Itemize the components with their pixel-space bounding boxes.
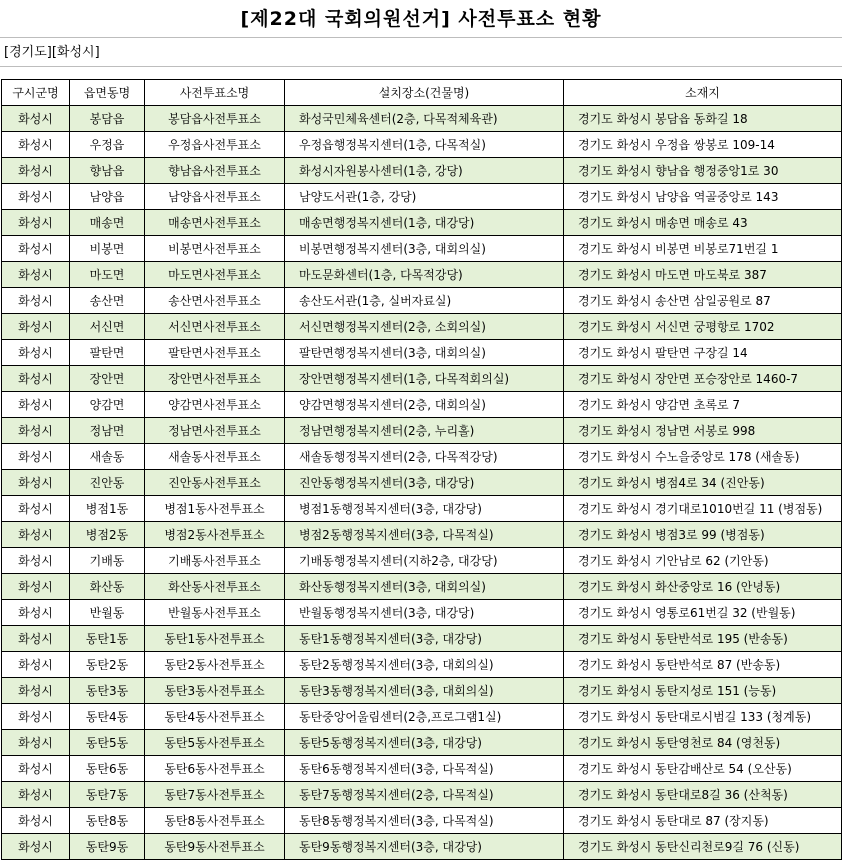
cell-address: 경기도 화성시 매송면 매송로 43 <box>564 210 842 236</box>
cell-address: 경기도 화성시 장안면 포승장안로 1460-7 <box>564 366 842 392</box>
table-row <box>2 340 842 366</box>
cell-station-name: 동탄9동사전투표소 <box>145 834 285 860</box>
cell-town: 동탄9동 <box>70 834 145 860</box>
cell-station-name: 정남면사전투표소 <box>145 418 285 444</box>
table-header-row <box>2 80 842 106</box>
cell-address: 경기도 화성시 서신면 궁평항로 1702 <box>564 314 842 340</box>
cell-station-name: 마도면사전투표소 <box>145 262 285 288</box>
cell-district: 화성시 <box>2 470 70 496</box>
cell-address: 경기도 화성시 화산중앙로 16 (안녕동) <box>564 574 842 600</box>
cell-venue: 동탄2동행정복지센터(3층, 대회의실) <box>285 652 564 678</box>
cell-address: 경기도 화성시 경기대로1010번길 11 (병점동) <box>564 496 842 522</box>
cell-station-name: 화산동사전투표소 <box>145 574 285 600</box>
cell-venue: 진안동행정복지센터(3층, 대강당) <box>285 470 564 496</box>
cell-district: 화성시 <box>2 782 70 808</box>
cell-district: 화성시 <box>2 600 70 626</box>
cell-station-name: 병점1동사전투표소 <box>145 496 285 522</box>
cell-station-name: 동탄6동사전투표소 <box>145 756 285 782</box>
cell-venue: 마도문화센터(1층, 다목적강당) <box>285 262 564 288</box>
table-row <box>2 158 842 184</box>
cell-station-name: 동탄1동사전투표소 <box>145 626 285 652</box>
cell-venue: 우정읍행정복지센터(1층, 다목적실) <box>285 132 564 158</box>
cell-station-name: 남양읍사전투표소 <box>145 184 285 210</box>
cell-town: 동탄6동 <box>70 756 145 782</box>
cell-town: 동탄1동 <box>70 626 145 652</box>
cell-venue: 동탄중앙어울림센터(2층,프로그램1실) <box>285 704 564 730</box>
cell-station-name: 동탄3동사전투표소 <box>145 678 285 704</box>
cell-town: 기배동 <box>70 548 145 574</box>
cell-district: 화성시 <box>2 574 70 600</box>
cell-station-name: 진안동사전투표소 <box>145 470 285 496</box>
cell-address: 경기도 화성시 동탄감배산로 54 (오산동) <box>564 756 842 782</box>
cell-town: 동탄3동 <box>70 678 145 704</box>
cell-station-name: 동탄2동사전투표소 <box>145 652 285 678</box>
cell-town: 동탄2동 <box>70 652 145 678</box>
cell-station-name: 새솔동사전투표소 <box>145 444 285 470</box>
cell-district: 화성시 <box>2 652 70 678</box>
header-address: 소재지 <box>564 80 842 106</box>
cell-address: 경기도 화성시 동탄대로8길 36 (산척동) <box>564 782 842 808</box>
region-subtitle: [경기도][화성시] <box>0 38 842 67</box>
cell-town: 양감면 <box>70 392 145 418</box>
table-row <box>2 288 842 314</box>
cell-district: 화성시 <box>2 626 70 652</box>
cell-venue: 동탄1동행정복지센터(3층, 대강당) <box>285 626 564 652</box>
cell-station-name: 비봉면사전투표소 <box>145 236 285 262</box>
cell-town: 매송면 <box>70 210 145 236</box>
header-town: 읍면동명 <box>70 80 145 106</box>
cell-station-name: 서신면사전투표소 <box>145 314 285 340</box>
cell-town: 동탄8동 <box>70 808 145 834</box>
cell-station-name: 우정읍사전투표소 <box>145 132 285 158</box>
table-row <box>2 678 842 704</box>
table-row <box>2 834 842 860</box>
cell-district: 화성시 <box>2 704 70 730</box>
header-venue: 설치장소(건물명) <box>285 80 564 106</box>
cell-district: 화성시 <box>2 262 70 288</box>
cell-station-name: 동탄7동사전투표소 <box>145 782 285 808</box>
cell-town: 팔탄면 <box>70 340 145 366</box>
cell-venue: 병점1동행정복지센터(3층, 대강당) <box>285 496 564 522</box>
header-station-name: 사전투표소명 <box>145 80 285 106</box>
cell-district: 화성시 <box>2 392 70 418</box>
table-row <box>2 236 842 262</box>
table-row <box>2 392 842 418</box>
table-row <box>2 418 842 444</box>
cell-address: 경기도 화성시 봉담읍 동화길 18 <box>564 106 842 132</box>
table-row <box>2 210 842 236</box>
cell-town: 장안면 <box>70 366 145 392</box>
cell-town: 화산동 <box>70 574 145 600</box>
cell-town: 동탄5동 <box>70 730 145 756</box>
cell-address: 경기도 화성시 동탄대로 87 (장지동) <box>564 808 842 834</box>
cell-address: 경기도 화성시 동탄대로시범길 133 (청계동) <box>564 704 842 730</box>
table-row <box>2 444 842 470</box>
table-body <box>2 106 842 860</box>
cell-address: 경기도 화성시 마도면 마도북로 387 <box>564 262 842 288</box>
cell-address: 경기도 화성시 동탄신리천로9길 76 (신동) <box>564 834 842 860</box>
cell-venue: 반월동행정복지센터(3층, 대강당) <box>285 600 564 626</box>
cell-venue: 송산도서관(1층, 실버자료실) <box>285 288 564 314</box>
cell-address: 경기도 화성시 영통로61번길 32 (반월동) <box>564 600 842 626</box>
cell-town: 봉담읍 <box>70 106 145 132</box>
cell-district: 화성시 <box>2 730 70 756</box>
cell-address: 경기도 화성시 수노을중앙로 178 (새솔동) <box>564 444 842 470</box>
cell-district: 화성시 <box>2 548 70 574</box>
cell-town: 병점1동 <box>70 496 145 522</box>
cell-district: 화성시 <box>2 314 70 340</box>
spacer <box>0 67 842 79</box>
cell-district: 화성시 <box>2 418 70 444</box>
cell-venue: 동탄7동행정복지센터(2층, 다목적실) <box>285 782 564 808</box>
cell-town: 마도면 <box>70 262 145 288</box>
cell-district: 화성시 <box>2 808 70 834</box>
table-row <box>2 626 842 652</box>
cell-address: 경기도 화성시 향남읍 행정중앙1로 30 <box>564 158 842 184</box>
cell-station-name: 양감면사전투표소 <box>145 392 285 418</box>
cell-venue: 서신면행정복지센터(2층, 소회의실) <box>285 314 564 340</box>
table-row <box>2 730 842 756</box>
cell-station-name: 병점2동사전투표소 <box>145 522 285 548</box>
table-row <box>2 522 842 548</box>
table-row <box>2 652 842 678</box>
cell-district: 화성시 <box>2 340 70 366</box>
table-row <box>2 548 842 574</box>
cell-venue: 동탄6동행정복지센터(3층, 다목적실) <box>285 756 564 782</box>
cell-venue: 매송면행정복지센터(1층, 대강당) <box>285 210 564 236</box>
table-row <box>2 470 842 496</box>
cell-station-name: 송산면사전투표소 <box>145 288 285 314</box>
cell-address: 경기도 화성시 동탄영천로 84 (영천동) <box>564 730 842 756</box>
cell-district: 화성시 <box>2 444 70 470</box>
cell-town: 반월동 <box>70 600 145 626</box>
cell-station-name: 동탄5동사전투표소 <box>145 730 285 756</box>
table-row <box>2 574 842 600</box>
cell-district: 화성시 <box>2 132 70 158</box>
cell-address: 경기도 화성시 병점3로 99 (병점동) <box>564 522 842 548</box>
table-row <box>2 756 842 782</box>
cell-district: 화성시 <box>2 366 70 392</box>
cell-district: 화성시 <box>2 834 70 860</box>
cell-venue: 비봉면행정복지센터(3층, 대회의실) <box>285 236 564 262</box>
cell-address: 경기도 화성시 동탄지성로 151 (능동) <box>564 678 842 704</box>
table-row <box>2 106 842 132</box>
cell-district: 화성시 <box>2 756 70 782</box>
cell-venue: 동탄8동행정복지센터(3층, 다목적실) <box>285 808 564 834</box>
cell-town: 정남면 <box>70 418 145 444</box>
table-row <box>2 782 842 808</box>
cell-station-name: 기배동사전투표소 <box>145 548 285 574</box>
cell-station-name: 향남읍사전투표소 <box>145 158 285 184</box>
cell-town: 향남읍 <box>70 158 145 184</box>
cell-district: 화성시 <box>2 184 70 210</box>
cell-town: 비봉면 <box>70 236 145 262</box>
cell-venue: 남양도서관(1층, 강당) <box>285 184 564 210</box>
cell-address: 경기도 화성시 정남면 서봉로 998 <box>564 418 842 444</box>
table-row <box>2 184 842 210</box>
cell-town: 우정읍 <box>70 132 145 158</box>
cell-address: 경기도 화성시 동탄반석로 87 (반송동) <box>564 652 842 678</box>
cell-address: 경기도 화성시 팔탄면 구장길 14 <box>564 340 842 366</box>
cell-venue: 동탄5동행정복지센터(3층, 대강당) <box>285 730 564 756</box>
cell-town: 동탄4동 <box>70 704 145 730</box>
table-row <box>2 808 842 834</box>
cell-district: 화성시 <box>2 158 70 184</box>
table-row <box>2 704 842 730</box>
cell-district: 화성시 <box>2 678 70 704</box>
cell-venue: 정남면행정복지센터(2층, 누리홀) <box>285 418 564 444</box>
cell-venue: 화성국민체육센터(2층, 다목적체육관) <box>285 106 564 132</box>
cell-venue: 화성시자원봉사센터(1층, 강당) <box>285 158 564 184</box>
polling-station-table <box>1 79 842 860</box>
cell-venue: 팔탄면행정복지센터(3층, 대회의실) <box>285 340 564 366</box>
cell-town: 서신면 <box>70 314 145 340</box>
table-row <box>2 132 842 158</box>
cell-venue: 동탄9동행정복지센터(3층, 대강당) <box>285 834 564 860</box>
cell-venue: 동탄3동행정복지센터(3층, 대회의실) <box>285 678 564 704</box>
cell-address: 경기도 화성시 동탄반석로 195 (반송동) <box>564 626 842 652</box>
cell-station-name: 봉담읍사전투표소 <box>145 106 285 132</box>
cell-address: 경기도 화성시 양감면 초록로 7 <box>564 392 842 418</box>
table-row <box>2 496 842 522</box>
cell-town: 동탄7동 <box>70 782 145 808</box>
cell-district: 화성시 <box>2 210 70 236</box>
cell-station-name: 팔탄면사전투표소 <box>145 340 285 366</box>
cell-venue: 장안면행정복지센터(1층, 다목적회의실) <box>285 366 564 392</box>
cell-station-name: 매송면사전투표소 <box>145 210 285 236</box>
cell-town: 남양읍 <box>70 184 145 210</box>
cell-address: 경기도 화성시 기안남로 62 (기안동) <box>564 548 842 574</box>
cell-station-name: 반월동사전투표소 <box>145 600 285 626</box>
cell-venue: 병점2동행정복지센터(3층, 다목적실) <box>285 522 564 548</box>
cell-venue: 새솔동행정복지센터(2층, 다목적강당) <box>285 444 564 470</box>
cell-town: 새솔동 <box>70 444 145 470</box>
table-row <box>2 600 842 626</box>
cell-district: 화성시 <box>2 288 70 314</box>
cell-address: 경기도 화성시 우정읍 쌍봉로 109-14 <box>564 132 842 158</box>
cell-venue: 양감면행정복지센터(2층, 대회의실) <box>285 392 564 418</box>
cell-town: 병점2동 <box>70 522 145 548</box>
page-title: [제22대 국회의원선거] 사전투표소 현황 <box>0 0 842 38</box>
table-row <box>2 366 842 392</box>
cell-venue: 화산동행정복지센터(3층, 대회의실) <box>285 574 564 600</box>
cell-station-name: 동탄8동사전투표소 <box>145 808 285 834</box>
cell-district: 화성시 <box>2 106 70 132</box>
table-row <box>2 314 842 340</box>
cell-station-name: 장안면사전투표소 <box>145 366 285 392</box>
cell-district: 화성시 <box>2 236 70 262</box>
cell-station-name: 동탄4동사전투표소 <box>145 704 285 730</box>
cell-address: 경기도 화성시 송산면 삼일공원로 87 <box>564 288 842 314</box>
cell-district: 화성시 <box>2 496 70 522</box>
cell-address: 경기도 화성시 비봉면 비봉로71번길 1 <box>564 236 842 262</box>
cell-district: 화성시 <box>2 522 70 548</box>
cell-address: 경기도 화성시 병점4로 34 (진안동) <box>564 470 842 496</box>
cell-address: 경기도 화성시 남양읍 역골중앙로 143 <box>564 184 842 210</box>
header-district: 구시군명 <box>2 80 70 106</box>
table-row <box>2 262 842 288</box>
cell-town: 송산면 <box>70 288 145 314</box>
cell-town: 진안동 <box>70 470 145 496</box>
cell-venue: 기배동행정복지센터(지하2층, 대강당) <box>285 548 564 574</box>
